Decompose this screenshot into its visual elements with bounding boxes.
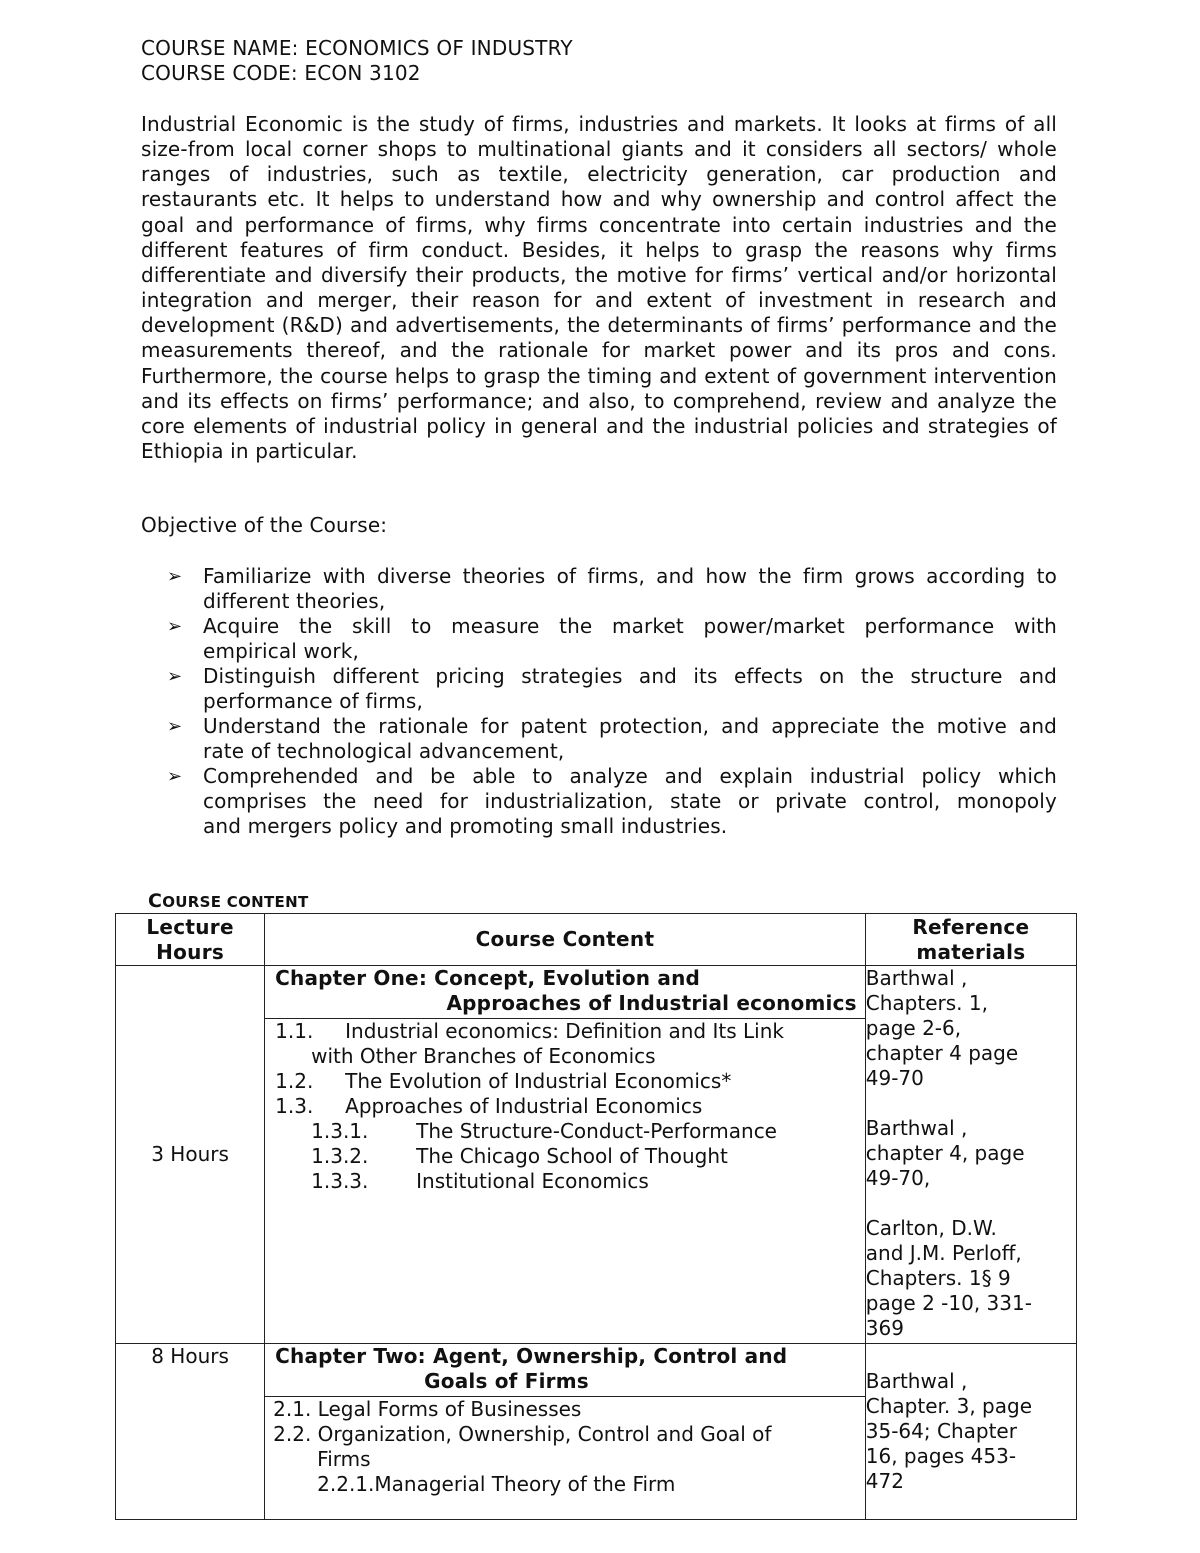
reference-block: Carlton, D.W. and J.M. Perloff, Chapters. 1§ 9 page 2 -10, 331- 369 — [865, 1216, 1032, 1340]
objective-item — [141, 564, 1057, 614]
reference-block: Barthwal , Chapter. 3, page 35-64; Chapter 16, pages 453- 472 — [865, 1369, 1032, 1493]
objective-line: and mergers policy and promoting small industries. — [203, 814, 728, 838]
table-header-row — [116, 914, 1077, 966]
objective-line: Comprehended and be able to analyze and explain industrial policy which — [203, 764, 1057, 788]
course-content-title: COURSE CONTENT — [148, 890, 309, 912]
table-row — [116, 1344, 1077, 1520]
chapter-toc — [265, 1397, 865, 1497]
reference-cell — [865, 1344, 1076, 1520]
course-code: COURSE CODE: ECON 3102 — [141, 61, 421, 85]
objective-line: different theories, — [203, 589, 386, 613]
objective-line: empirical work, — [203, 639, 359, 663]
arrow-bullet-icon: ➢ — [167, 766, 183, 787]
objective-line: Distinguish different pricing strategies and its effects on the structure and — [203, 664, 1057, 688]
table-row — [116, 966, 1077, 1344]
toc-item: 1.3.3. Institutional Economics — [311, 1169, 649, 1193]
course-name: COURSE NAME: ECONOMICS OF INDUSTRY — [141, 36, 573, 60]
arrow-bullet-icon: ➢ — [167, 616, 183, 637]
header-lecture-hours: Lecture Hours — [116, 914, 265, 966]
toc-item: 1.1. Industrial economics: Definition and Its Link — [275, 1019, 784, 1043]
toc-item: 2.2. Organization, Ownership, Control and Goal of — [273, 1422, 772, 1446]
objective-line: Understand the rationale for patent protection, and appreciate the motive and — [203, 714, 1057, 738]
objective-line: performance of firms, — [203, 689, 423, 713]
objective-item — [141, 664, 1057, 714]
toc-item: 1.3. Approaches of Industrial Economics — [275, 1094, 703, 1118]
reference-block: Barthwal , chapter 4, page 49-70, — [865, 1116, 1025, 1190]
arrow-bullet-icon: ➢ — [167, 566, 183, 587]
toc-item: 2.2.1.Managerial Theory of the Firm — [317, 1472, 676, 1496]
objective-item — [141, 614, 1057, 664]
lecture-hours-cell: 8 Hours — [116, 1344, 265, 1520]
toc-item: with Other Branches of Economics — [311, 1044, 656, 1068]
objective-item — [141, 714, 1057, 764]
course-content-cell — [265, 966, 866, 1344]
course-content-table — [115, 913, 1077, 1520]
reference-cell — [865, 966, 1076, 1344]
header-reference-materials: Reference materials — [865, 914, 1076, 966]
toc-item: 1.3.2. The Chicago School of Thought — [311, 1144, 728, 1168]
course-content-cell — [265, 1344, 866, 1520]
arrow-bullet-icon: ➢ — [167, 716, 183, 737]
chapter-toc — [265, 1019, 865, 1194]
objective-line: comprises the need for industrialization, state or private control, monopoly — [203, 789, 1057, 813]
toc-item: Firms — [317, 1447, 371, 1471]
objective-line: rate of technological advancement, — [203, 739, 565, 763]
header-course-content: Course Content — [265, 914, 866, 966]
objectives-title: Objective of the Course: — [141, 513, 388, 537]
objective-item — [141, 764, 1057, 839]
toc-item: 1.3.1. The Structure-Conduct-Performance — [311, 1119, 777, 1143]
arrow-bullet-icon: ➢ — [167, 666, 183, 687]
objective-line: Familiarize with diverse theories of firms, and how the firm grows according to — [203, 564, 1057, 588]
reference-block: Barthwal , Chapters. 1, page 2-6, chapter 4 page 49-70 — [865, 966, 1019, 1090]
toc-item: 2.1. Legal Forms of Businesses — [273, 1397, 582, 1421]
objective-line: Acquire the skill to measure the market power/market performance with — [203, 614, 1057, 638]
lecture-hours-cell: 3 Hours — [116, 966, 265, 1344]
chapter-title: Chapter Two: Agent, Ownership, Control and Goals of Firms — [275, 1344, 788, 1393]
intro-paragraph: Industrial Economic is the study of firms, industries and markets. It looks at firms of all size-from local corner shops to multinational giants and it considers all sectors/ whole ranges of industries, such as textile, electricity generation, car production and restaurants etc. It helps to understand how and why ownership and control affect the goal and performance of firms, why firms concentrate into certain industries and the different features of firm conduct. Besides, it helps to grasp the reasons why firms differentiate and diversify their products, the motive for firms’ vertical and/or horizontal integration and merger, their reason for and extent of investment in research and development (R&D) and advertisements, the determinants of firms’ performance and the measurements thereof, and the rationale for market power and its pros and cons. Furthermore, the course helps to grasp the timing and extent of government intervention and its effects on firms’ performance; and also, to comprehend, review and analyze the core elements of industrial policy in general and the industrial policies and strategies of Ethiopia in particular. — [141, 112, 1057, 464]
chapter-title: Chapter One: Concept, Evolution and Approaches of Industrial economics — [275, 966, 857, 1015]
toc-item: 1.2. The Evolution of Industrial Economics* — [275, 1069, 732, 1093]
